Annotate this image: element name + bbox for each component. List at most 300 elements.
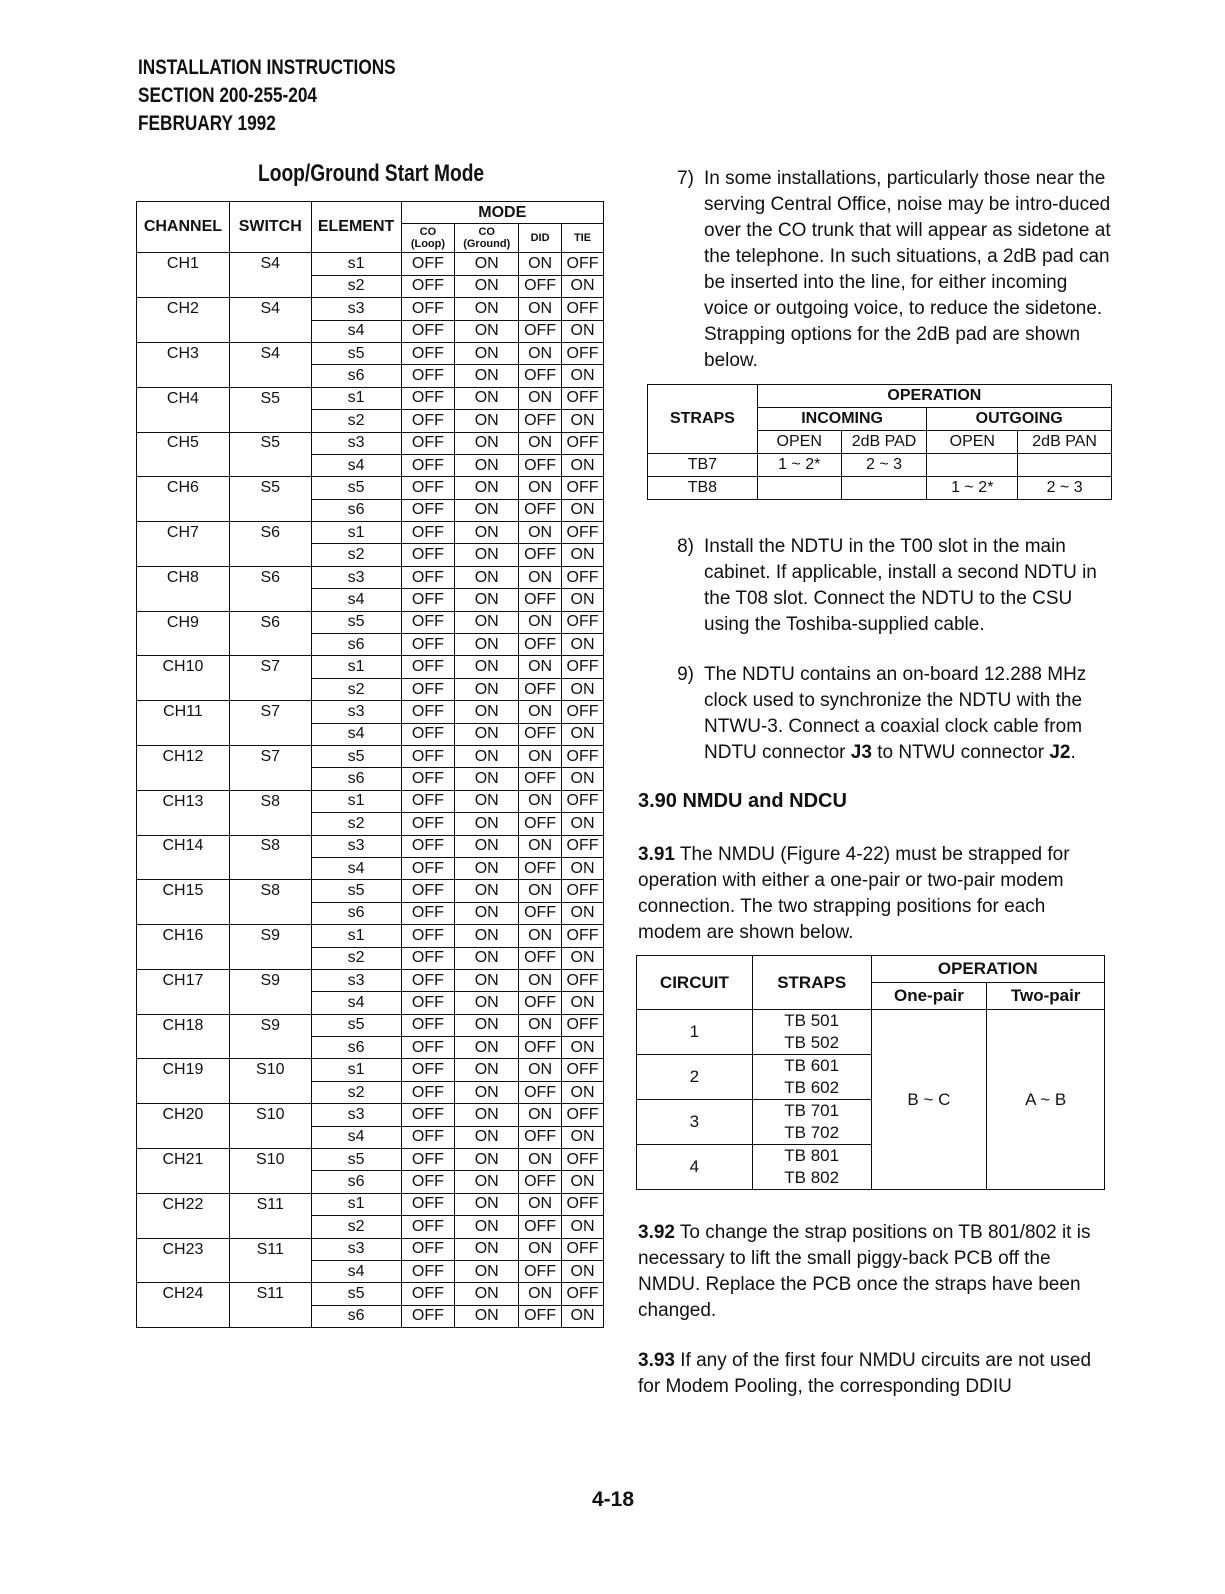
did-cell: OFF [519,1037,562,1059]
channel-cell: CH1 [137,253,230,275]
co-loop-cell: OFF [401,1305,455,1327]
strap-value: 1 ~ 2* [757,454,841,477]
co-ground-cell: ON [455,1171,519,1193]
switch-cell: S7 [229,745,311,767]
tie-cell: ON [562,1081,604,1103]
co-loop-cell: OFF [401,320,455,342]
table-row [137,701,604,723]
switch-cell: S5 [229,432,311,454]
tie-cell: ON [562,634,604,656]
paragraph-text: The NMDU (Figure 4-22) must be strapped for operation with either a one-pair or two-pair modem connection. The two strapping positions for each modem are shown below. [638,844,1070,943]
co-loop-cell: OFF [401,275,455,297]
channel-cell: CH16 [137,925,230,947]
co-ground-cell: ON [455,656,519,678]
co-loop-cell: OFF [401,499,455,521]
tie-cell: OFF [562,298,604,320]
table-row [137,634,604,656]
co-ground-cell: ON [455,947,519,969]
table-row [137,1193,604,1215]
co-loop-cell: OFF [401,857,455,879]
tie-cell: ON [562,544,604,566]
tie-cell: OFF [562,969,604,991]
co-loop-cell: OFF [401,1081,455,1103]
did-cell: OFF [519,499,562,521]
element-cell: s2 [311,410,401,432]
did-cell: OFF [519,947,562,969]
element-cell: s4 [311,320,401,342]
did-cell: OFF [519,1081,562,1103]
did-cell: OFF [519,1260,562,1282]
did-cell: ON [519,298,562,320]
tie-cell: OFF [562,925,604,947]
table-row [137,1104,604,1126]
table-row [637,1010,1105,1055]
tie-cell: ON [562,813,604,835]
co-ground-cell: ON [455,745,519,767]
table-row [137,275,604,297]
channel-cell [137,723,230,745]
mode-table-body [137,253,604,1328]
co-ground-cell: ON [455,298,519,320]
col-outgoing-pad: 2dB PAN [1018,431,1112,454]
element-cell: s5 [311,342,401,364]
switch-cell: S4 [229,253,311,275]
tie-cell: ON [562,723,604,745]
did-cell: ON [519,566,562,588]
switch-cell [229,499,311,521]
switch-cell [229,1081,311,1103]
did-cell: ON [519,745,562,767]
tie-cell: ON [562,947,604,969]
did-cell: OFF [519,410,562,432]
did-cell: OFF [519,320,562,342]
switch-cell [229,678,311,700]
tie-cell: ON [562,902,604,924]
switch-cell [229,544,311,566]
switch-cell: S7 [229,656,311,678]
element-cell: s4 [311,1260,401,1282]
element-cell: s6 [311,1305,401,1327]
co-loop-cell: OFF [401,925,455,947]
item-9-number: 9) [677,664,694,685]
co-ground-cell: ON [455,902,519,924]
switch-cell [229,275,311,297]
switch-cell [229,1037,311,1059]
co-ground-cell: ON [455,857,519,879]
did-cell: ON [519,342,562,364]
col-element: ELEMENT [311,202,401,253]
co-loop-cell: OFF [401,813,455,835]
strap-value [757,477,841,500]
paragraph-number: 3.91 [638,844,675,865]
paragraph-text: If any of the first four NMDU circuits are not used for Modem Pooling, the corresponding DDIU [638,1350,1092,1397]
co-ground-cell: ON [455,992,519,1014]
element-cell: s4 [311,723,401,745]
did-cell: ON [519,1149,562,1171]
switch-cell [229,1171,311,1193]
item-7-number: 7) [677,168,694,189]
table-row [137,342,604,364]
did-cell: OFF [519,275,562,297]
tie-cell: OFF [562,790,604,812]
tie-cell: OFF [562,1149,604,1171]
circuit-straps: TB 501 TB 502 [752,1010,871,1055]
table-row [137,1126,604,1148]
switch-cell: S6 [229,611,311,633]
element-cell: s2 [311,678,401,700]
co-loop-cell: OFF [401,723,455,745]
table-row [137,1171,604,1193]
col-co-loop: CO (Loop) [401,224,455,253]
strap-name: TB8 [648,477,758,500]
co-ground-cell: ON [455,813,519,835]
co-loop-cell: OFF [401,365,455,387]
table-row [137,589,604,611]
co-loop-cell: OFF [401,589,455,611]
co-loop-cell: OFF [401,1238,455,1260]
item-7-text: In some installations, particularly those near the serving Central Office, noise may be intro-duced over the CO trunk that will appear as sidetone at the telephone. In such situations, a 2dB pad can be inserted into the line, for either incoming voice or outgoing voice, to reduce the sidetone. Strapping options for the 2dB pad are shown below. [704,168,1111,371]
co-loop-cell: OFF [401,1283,455,1305]
table-row [137,768,604,790]
element-cell: s5 [311,880,401,902]
co-loop-cell: OFF [401,454,455,476]
channel-cell: CH10 [137,656,230,678]
tie-cell: ON [562,365,604,387]
item-8-number: 8) [677,536,694,557]
table-row [137,298,604,320]
co-ground-cell: ON [455,1305,519,1327]
co-loop-cell: OFF [401,432,455,454]
co-ground-cell: ON [455,678,519,700]
switch-cell [229,902,311,924]
co-ground-cell: ON [455,969,519,991]
switch-cell: S11 [229,1283,311,1305]
channel-cell [137,320,230,342]
tie-cell: ON [562,768,604,790]
tie-cell: ON [562,1126,604,1148]
table-row [137,947,604,969]
did-cell: OFF [519,544,562,566]
channel-cell: CH7 [137,522,230,544]
tie-cell: OFF [562,701,604,723]
table-row [137,969,604,991]
co-ground-cell: ON [455,1126,519,1148]
element-cell: s2 [311,813,401,835]
channel-cell [137,499,230,521]
circuit-number: 4 [637,1145,753,1190]
switch-cell [229,589,311,611]
did-cell: OFF [519,678,562,700]
col-incoming-pad: 2dB PAD [841,431,927,454]
switch-cell [229,1260,311,1282]
channel-cell [137,365,230,387]
switch-cell [229,768,311,790]
paragraph-3-91 [638,842,1113,946]
switch-cell: S4 [229,342,311,364]
co-loop-cell: OFF [401,880,455,902]
paragraph-3-93 [638,1348,1113,1400]
item-9 [638,662,1113,766]
tie-cell: OFF [562,1014,604,1036]
tie-cell: ON [562,1037,604,1059]
channel-cell: CH6 [137,477,230,499]
col-co-ground: CO (Ground) [455,224,519,253]
table-row [137,499,604,521]
channel-cell [137,1305,230,1327]
did-cell: OFF [519,992,562,1014]
element-cell: s6 [311,768,401,790]
switch-cell: S10 [229,1104,311,1126]
tie-cell: OFF [562,522,604,544]
strap-value: 2 ~ 3 [1018,477,1112,500]
did-cell: ON [519,656,562,678]
tie-cell: ON [562,1305,604,1327]
element-cell: s6 [311,902,401,924]
table-row [137,1149,604,1171]
element-cell: s1 [311,1193,401,1215]
did-cell: ON [519,701,562,723]
col-operation: OPERATION [871,956,1104,983]
channel-cell: CH3 [137,342,230,364]
element-cell: s6 [311,365,401,387]
co-ground-cell: ON [455,1014,519,1036]
co-ground-cell: ON [455,1059,519,1081]
co-ground-cell: ON [455,611,519,633]
switch-cell [229,320,311,342]
co-loop-cell: OFF [401,410,455,432]
co-ground-cell: ON [455,1037,519,1059]
tie-cell: OFF [562,253,604,275]
col-circuit: CIRCUIT [637,956,753,1010]
table-row [137,410,604,432]
switch-cell [229,1305,311,1327]
strap-value: 1 ~ 2* [927,477,1018,500]
table-row [137,454,604,476]
did-cell: OFF [519,634,562,656]
switch-cell [229,947,311,969]
tie-cell: ON [562,678,604,700]
channel-cell: CH21 [137,1149,230,1171]
circuit-straps: TB 601 TB 602 [752,1055,871,1100]
table-row [648,454,1112,477]
tie-cell: OFF [562,1238,604,1260]
element-cell: s1 [311,656,401,678]
tie-cell: ON [562,589,604,611]
channel-cell: CH15 [137,880,230,902]
element-cell: s2 [311,947,401,969]
table-row [137,857,604,879]
channel-cell: CH19 [137,1059,230,1081]
co-loop-cell: OFF [401,1260,455,1282]
switch-cell [229,813,311,835]
co-ground-cell: ON [455,544,519,566]
channel-cell [137,544,230,566]
co-loop-cell: OFF [401,1216,455,1238]
co-ground-cell: ON [455,454,519,476]
circuit-straps-table [636,955,1105,1190]
element-cell: s3 [311,298,401,320]
switch-cell: S8 [229,880,311,902]
tie-cell: OFF [562,611,604,633]
element-cell: s4 [311,589,401,611]
co-loop-cell: OFF [401,1037,455,1059]
co-loop-cell: OFF [401,477,455,499]
channel-cell [137,768,230,790]
co-ground-cell: ON [455,1193,519,1215]
strap-value: 2 ~ 3 [841,454,927,477]
element-cell: s3 [311,835,401,857]
co-loop-cell: OFF [401,902,455,924]
tie-cell: ON [562,1171,604,1193]
item-7 [638,166,1113,374]
element-cell: s1 [311,925,401,947]
co-ground-cell: ON [455,477,519,499]
did-cell: OFF [519,723,562,745]
co-ground-cell: ON [455,410,519,432]
did-cell: OFF [519,813,562,835]
switch-cell: S8 [229,835,311,857]
table-row [137,544,604,566]
co-ground-cell: ON [455,253,519,275]
table-row [137,1037,604,1059]
tie-cell: OFF [562,656,604,678]
co-ground-cell: ON [455,1104,519,1126]
co-loop-cell: OFF [401,969,455,991]
paragraph-number: 3.93 [638,1350,675,1371]
co-ground-cell: ON [455,768,519,790]
channel-cell: CH22 [137,1193,230,1215]
channel-cell: CH8 [137,566,230,588]
co-loop-cell: OFF [401,387,455,409]
tie-cell: ON [562,992,604,1014]
did-cell: OFF [519,365,562,387]
tie-cell: OFF [562,342,604,364]
col-did: DID [519,224,562,253]
co-loop-cell: OFF [401,1193,455,1215]
page-number: 4-18 [592,1488,635,1511]
paragraph-3-92 [638,1220,1113,1324]
tie-cell: OFF [562,566,604,588]
co-loop-cell: OFF [401,768,455,790]
element-cell: s4 [311,1126,401,1148]
switch-cell: S9 [229,969,311,991]
did-cell: OFF [519,768,562,790]
element-cell: s1 [311,253,401,275]
co-ground-cell: ON [455,522,519,544]
did-cell: OFF [519,589,562,611]
element-cell: s5 [311,1014,401,1036]
pad-straps-table [647,384,1112,500]
element-cell: s1 [311,522,401,544]
tie-cell: OFF [562,745,604,767]
circuit-number: 1 [637,1010,753,1055]
co-loop-cell: OFF [401,1149,455,1171]
co-loop-cell: OFF [401,1059,455,1081]
element-cell: s3 [311,1238,401,1260]
tie-cell: ON [562,1260,604,1282]
element-cell: s3 [311,969,401,991]
co-ground-cell: ON [455,1260,519,1282]
did-cell: ON [519,880,562,902]
element-cell: s6 [311,634,401,656]
co-loop-cell: OFF [401,611,455,633]
did-cell: OFF [519,1216,562,1238]
tie-cell: ON [562,410,604,432]
element-cell: s5 [311,1149,401,1171]
co-loop-cell: OFF [401,1171,455,1193]
co-loop-cell: OFF [401,522,455,544]
strap-value [841,477,927,500]
channel-cell: CH14 [137,835,230,857]
co-ground-cell: ON [455,835,519,857]
table-row [137,678,604,700]
co-loop-cell: OFF [401,544,455,566]
table-row [137,566,604,588]
col-straps: STRAPS [648,385,758,454]
co-loop-cell: OFF [401,745,455,767]
tie-cell: OFF [562,880,604,902]
switch-cell [229,365,311,387]
element-cell: s3 [311,566,401,588]
switch-cell: S9 [229,925,311,947]
element-cell: s6 [311,499,401,521]
element-cell: s1 [311,1059,401,1081]
channel-cell [137,992,230,1014]
co-loop-cell: OFF [401,678,455,700]
table-row [137,387,604,409]
element-cell: s6 [311,1171,401,1193]
channel-cell: CH20 [137,1104,230,1126]
element-cell: s5 [311,611,401,633]
switch-cell: S8 [229,790,311,812]
co-ground-cell: ON [455,499,519,521]
table-row [137,1305,604,1327]
co-ground-cell: ON [455,387,519,409]
did-cell: ON [519,790,562,812]
channel-cell [137,947,230,969]
channel-cell [137,678,230,700]
did-cell: ON [519,253,562,275]
tie-cell: OFF [562,1059,604,1081]
did-cell: OFF [519,1171,562,1193]
col-tie: TIE [562,224,604,253]
switch-cell: S10 [229,1149,311,1171]
tie-cell: OFF [562,387,604,409]
tie-cell: ON [562,454,604,476]
circuit-number: 3 [637,1100,753,1145]
table-row [137,813,604,835]
co-ground-cell: ON [455,1149,519,1171]
channel-cell [137,1126,230,1148]
did-cell: ON [519,1238,562,1260]
table-row [648,477,1112,500]
co-loop-cell: OFF [401,701,455,723]
co-ground-cell: ON [455,1238,519,1260]
did-cell: ON [519,969,562,991]
col-straps: STRAPS [752,956,871,1010]
did-cell: ON [519,925,562,947]
co-ground-cell: ON [455,365,519,387]
table-row [137,902,604,924]
switch-cell: S7 [229,701,311,723]
element-cell: s6 [311,1037,401,1059]
co-ground-cell: ON [455,320,519,342]
switch-cell [229,1216,311,1238]
co-loop-cell: OFF [401,656,455,678]
table-row [137,320,604,342]
did-cell: OFF [519,857,562,879]
co-ground-cell: ON [455,1081,519,1103]
